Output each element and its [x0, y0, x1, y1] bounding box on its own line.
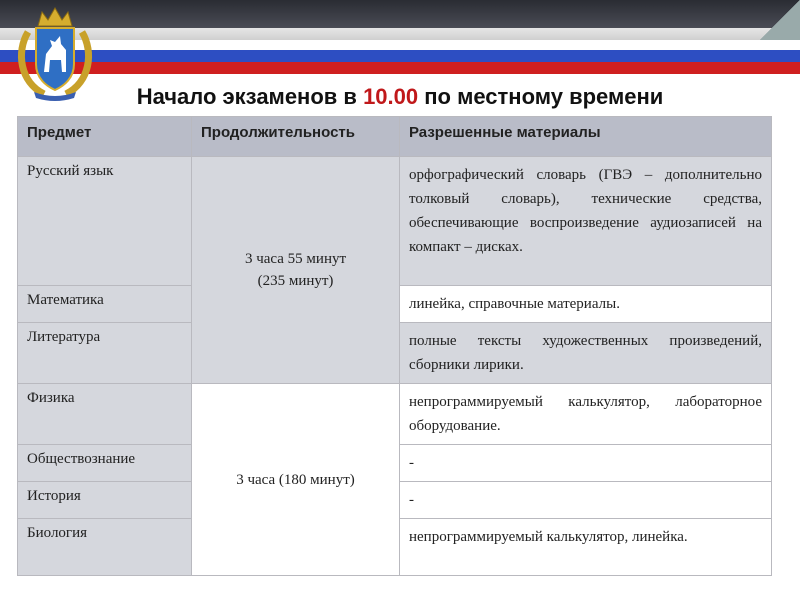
duration-line: 3 часа (180 минут) [236, 471, 355, 488]
subject-cell: Литература [18, 323, 192, 384]
exam-schedule-table [17, 116, 772, 576]
subject-cell: Математика [18, 286, 192, 323]
flag-red-stripe [0, 62, 800, 74]
duration-cell [192, 384, 400, 576]
page-title [0, 84, 800, 110]
duration-cell [192, 157, 400, 384]
title-prefix: Начало экзаменов в [136, 84, 364, 109]
materials-cell: орфографический словарь (ГВЭ – дополнительно толковый словарь), технические средства, обеспечивающие воспроизведение аудиозаписей на компакт – дисках. [400, 157, 772, 286]
header-duration: Продолжительность [192, 117, 400, 157]
title-suffix: по местному времени [418, 84, 664, 109]
top-dark-band [0, 0, 800, 28]
table-header-row [18, 117, 772, 157]
subject-cell: Физика [18, 384, 192, 445]
subject-cell: Обществознание [18, 445, 192, 482]
flag-white-stripe [0, 40, 800, 50]
materials-cell: непрограммируемый калькулятор, линейка. [400, 519, 772, 576]
table-row [18, 157, 772, 286]
flag-blue-stripe [0, 50, 800, 62]
header-materials: Разрешенные материалы [400, 117, 772, 157]
top-light-band [0, 28, 800, 40]
page-curl-corner [760, 0, 800, 40]
table-row [18, 384, 772, 445]
materials-cell: непрограммируемый калькулятор, лабораторное оборудование. [400, 384, 772, 445]
header-subject: Предмет [18, 117, 192, 157]
subject-cell: Биология [18, 519, 192, 576]
materials-cell: линейка, справочные материалы. [400, 286, 772, 323]
subject-cell: История [18, 482, 192, 519]
duration-line: (235 минут) [257, 273, 334, 289]
title-time: 10.00 [363, 84, 419, 109]
subject-cell: Русский язык [18, 157, 192, 286]
materials-cell: полные тексты художественных произведений, сборники лирики. [400, 323, 772, 384]
materials-cell: - [400, 482, 772, 519]
duration-line: 3 часа 55 минут [244, 251, 347, 267]
materials-cell: - [400, 445, 772, 482]
